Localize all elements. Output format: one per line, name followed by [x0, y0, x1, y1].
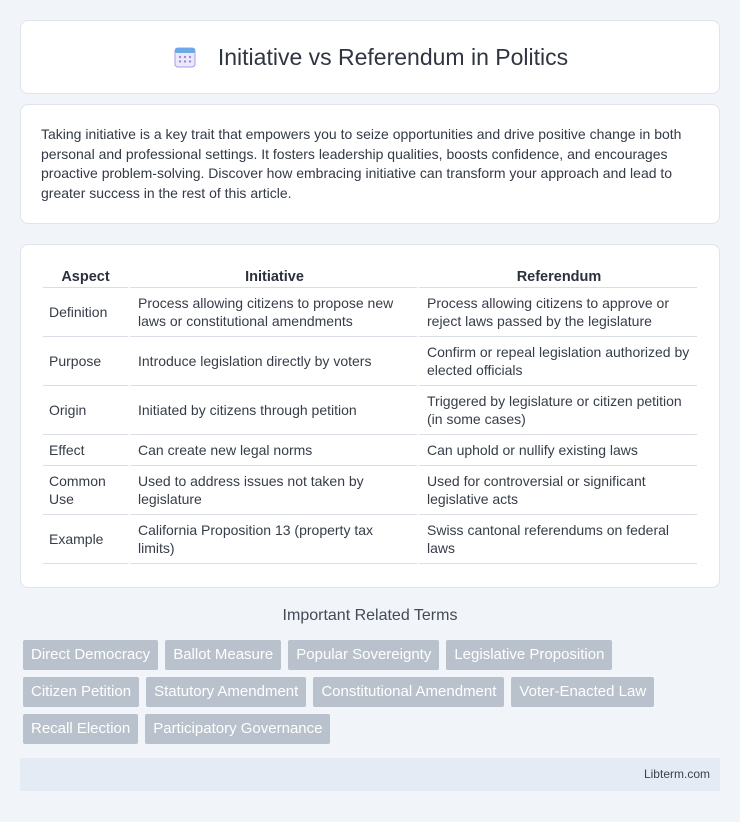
cell-initiative: California Proposition 13 (property tax limits) [128, 515, 417, 564]
header-aspect: Aspect [43, 266, 128, 288]
cell-aspect: Origin [43, 386, 128, 435]
cell-aspect: Example [43, 515, 128, 564]
cell-referendum: Used for controversial or significant legislative acts [417, 466, 697, 515]
cell-initiative: Initiated by citizens through petition [128, 386, 417, 435]
cell-referendum: Can uphold or nullify existing laws [417, 435, 697, 466]
tag-constitutional-amendment[interactable]: Constitutional Amendment [313, 677, 504, 707]
cell-initiative: Process allowing citizens to propose new laws or constitutional amendments [128, 288, 417, 337]
header-card [20, 20, 720, 94]
tag-legislative-proposition[interactable]: Legislative Proposition [446, 640, 612, 670]
tag-statutory-amendment[interactable]: Statutory Amendment [146, 677, 306, 707]
cell-aspect: Common Use [43, 466, 128, 515]
cell-aspect: Definition [43, 288, 128, 337]
related-terms-title: Important Related Terms [282, 607, 458, 624]
table-row [43, 435, 697, 466]
comparison-table-card [20, 244, 720, 588]
cell-referendum: Triggered by legislature or citizen petition (in some cases) [417, 386, 697, 435]
footer-brand-link[interactable]: Libterm.com [643, 767, 710, 781]
cell-referendum: Confirm or repeal legislation authorized by elected officials [417, 337, 697, 386]
tag-popular-sovereignty[interactable]: Popular Sovereignty [288, 640, 439, 670]
calendar-icon [172, 44, 198, 70]
cell-initiative: Introduce legislation directly by voters [128, 337, 417, 386]
tag-citizen-petition[interactable]: Citizen Petition [23, 677, 139, 707]
header-referendum: Referendum [417, 266, 697, 288]
cell-initiative: Used to address issues not taken by legislature [128, 466, 417, 515]
cell-initiative: Can create new legal norms [128, 435, 417, 466]
cell-referendum: Swiss cantonal referendums on federal laws [417, 515, 697, 564]
tag-voter-enacted-law[interactable]: Voter-Enacted Law [511, 677, 654, 707]
header-initiative: Initiative [128, 266, 417, 288]
table-row [43, 466, 697, 515]
table-row [43, 515, 697, 564]
comparison-table [43, 266, 697, 564]
table-row [43, 288, 697, 337]
tag-direct-democracy[interactable]: Direct Democracy [23, 640, 158, 670]
intro-card [20, 104, 720, 224]
table-row [43, 386, 697, 435]
related-terms-list [23, 640, 723, 751]
cell-aspect: Effect [43, 435, 128, 466]
cell-referendum: Process allowing citizens to approve or reject laws passed by the legislature [417, 288, 697, 337]
page-title: Initiative vs Referendum in Politics [217, 43, 569, 70]
tag-ballot-measure[interactable]: Ballot Measure [165, 640, 281, 670]
intro-text: Taking initiative is a key trait that empowers you to seize opportunities and drive positive change in both personal and professional settings. It fosters leadership qualities, boosts confidence, and encourages proactive problem-solving. Discover how embracing initiative can transform your approach and lead to greater success in the rest of this article. [41, 126, 682, 201]
table-row [43, 337, 697, 386]
footer [20, 758, 720, 791]
tag-recall-election[interactable]: Recall Election [23, 714, 138, 744]
tag-participatory-governance[interactable]: Participatory Governance [145, 714, 330, 744]
table-header-row [43, 266, 697, 288]
cell-aspect: Purpose [43, 337, 128, 386]
